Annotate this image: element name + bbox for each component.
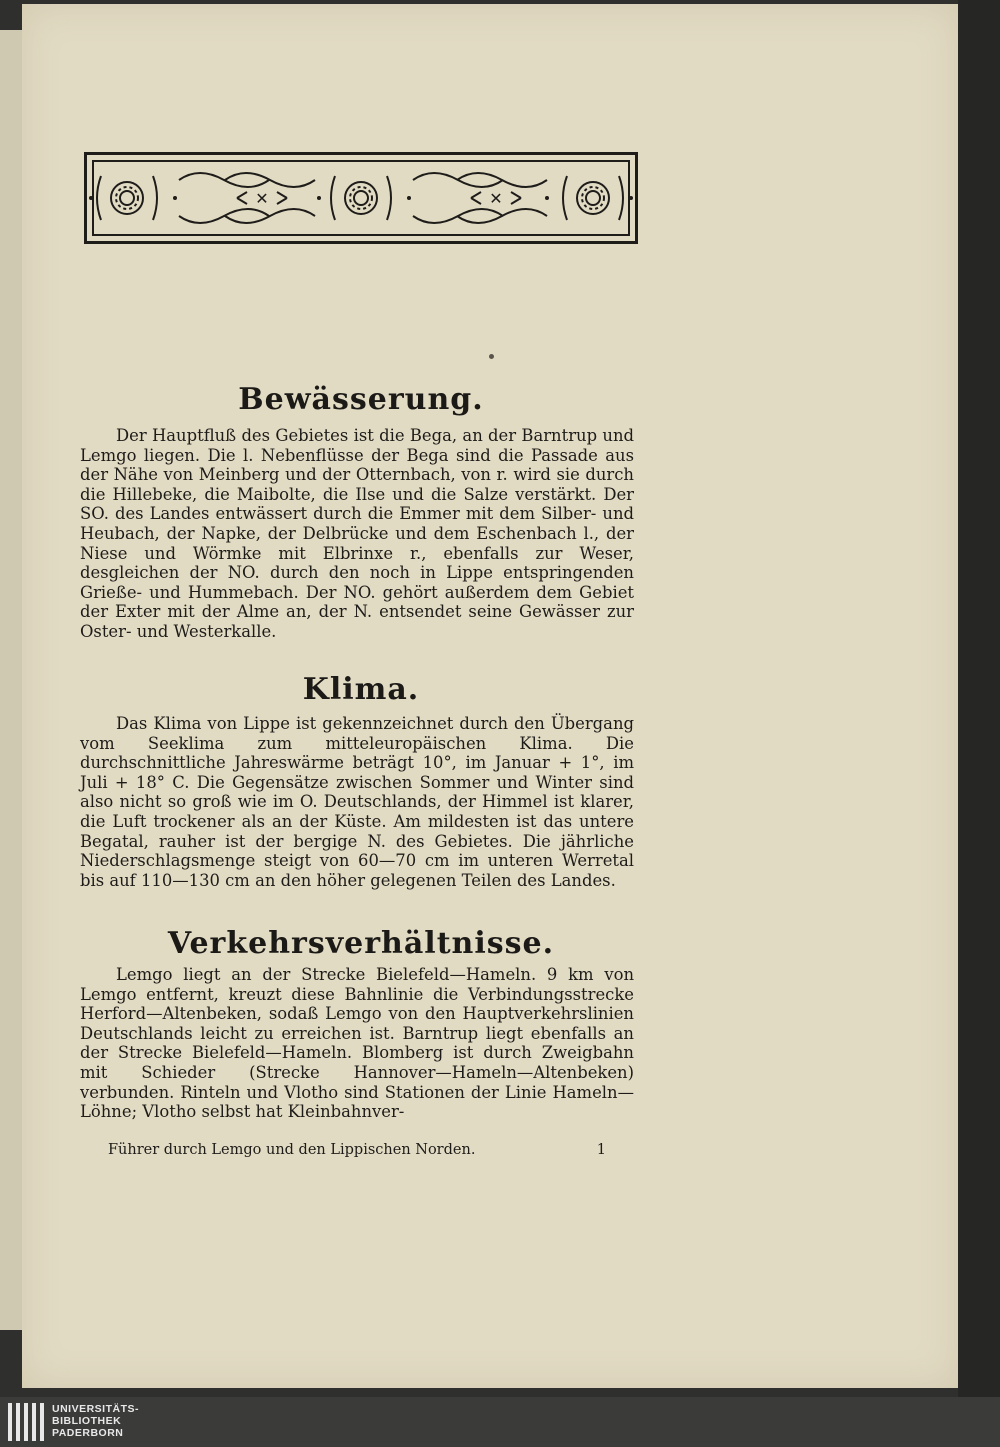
section-text-klima: Das Klima von Lippe ist gekennzeichnet durch den Übergang vom Seeklima zum mitteleuropäischen Klima. Die durchschnittliche Jahreswärme beträgt 10°, im Januar + 1°, im Juli + 18° C. Die Gegensätze zwischen Sommer und Winter sind also nicht so groß wie im O. Deutschlands, der Himmel ist klarer, die Luft trockener als an der Küste. Am mildesten ist das untere Begatal, rauher ist der bergige N. des Gebietes. Die jährliche Niederschlagsmenge steigt von 60—70 cm im unteren Werretal bis auf 110—130 cm an den höher gelegenen Teilen des Landes.	[80, 714, 634, 890]
section-heading-klima: Klima.	[302, 672, 420, 707]
decorative-ornament-band	[84, 152, 638, 244]
page-footer	[108, 1142, 638, 1158]
section-text-bewaesserung: Der Hauptfluß des Gebietes ist die Bega, an der Barntrup und Lemgo liegen. Die l. Nebenflüsse der Bega sind die Passade aus der Nähe von Meinberg und der Otternbach, von r. wird sie durch die Hillebeke, die Maibolte, die Ilse und die Salze verstärkt. Der SO. des Landes entwässert durch die Emmer mit dem Silber- und Heubach, der Napke, der Delbrücke und dem Eschenbach l., der Niese und Wörmke mit Elbrinxe r., ebenfalls zur Weser, desgleichen der NO. durch den noch in Lippe entspringenden Grieße- und Hummebach. Der NO. gehört außerdem dem Gebiet der Exter mit der Alme an, der N. entsendet seine Gewässer zur Oster- und Westerkalle.	[80, 426, 634, 641]
library-logo-icon	[6, 1401, 46, 1443]
section-heading-bewaesserung: Bewässerung.	[238, 382, 484, 417]
svg-text:✕: ✕	[255, 189, 269, 208]
section-text-verkehr: Lemgo liegt an der Strecke Bielefeld—Hameln. 9 km von Lemgo entfernt, kreuzt diese Bahnlinie die Verbindungsstrecke Herford—Altenbeken, sodaß Lemgo von den Hauptverkehrslinien Deutschlands leicht zu erreichen ist. Barntrup liegt ebenfalls an der Strecke Bielefeld—Hameln. Blomberg ist durch Zweigbahn mit Schieder (Strecke Hannover—Hameln—Altenbeken) verbunden. Rinteln und Vlotho sind Stationen der Linie Hameln—Löhne; Vlotho selbst hat Kleinbahnver-	[80, 965, 634, 1122]
svg-text:✕: ✕	[489, 189, 503, 208]
page-number: 1	[596, 1142, 606, 1158]
running-title: Führer durch Lemgo und den Lippischen Norden.	[108, 1142, 476, 1158]
floral-ornament-icon	[87, 155, 635, 241]
section-heading-verkehr: Verkehrsverhältnisse.	[167, 926, 555, 961]
print-speck	[489, 354, 494, 359]
library-logo-text: UNIVERSITÄTS- BIBLIOTHEK PADERBORN	[52, 1403, 140, 1439]
previous-page-edge	[0, 30, 23, 1330]
library-logo-bar	[0, 1397, 1000, 1447]
book-edge-shadow	[958, 0, 1000, 1397]
